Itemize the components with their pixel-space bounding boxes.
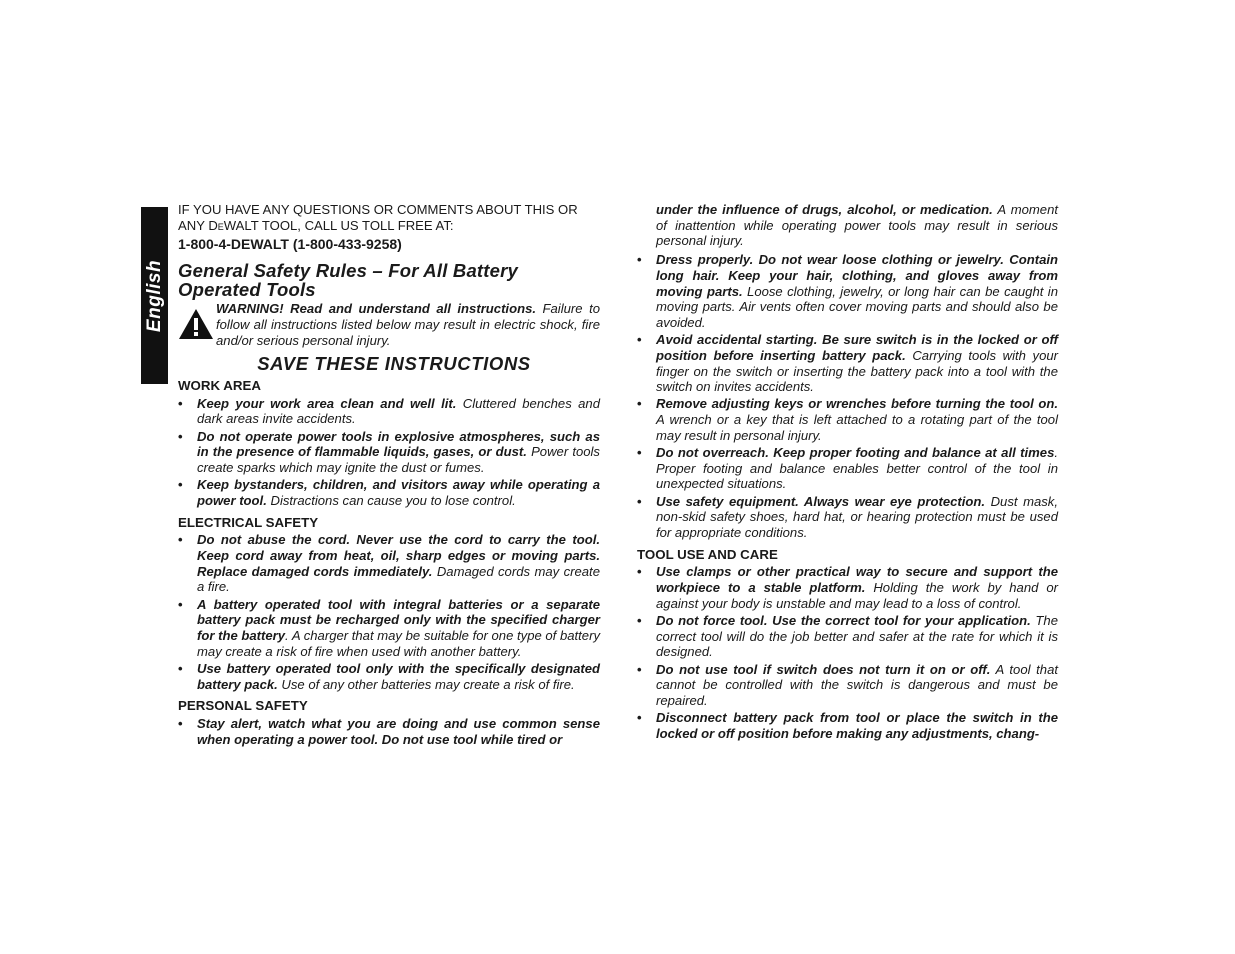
list-item — [637, 564, 1058, 611]
contact-line-2-small: E — [217, 221, 224, 232]
item-bold: Keep your work area clean and well lit. — [197, 395, 457, 411]
section-heading-personal-safety: PERSONAL SAFETY — [178, 698, 308, 714]
item-text: Holding the work by hand or against your body is unstable and may lead to a loss of control. — [656, 580, 1058, 611]
list-item — [637, 445, 1058, 492]
bullet: • — [637, 661, 642, 677]
bullet: • — [637, 493, 642, 509]
item-bold: Do not overreach. Keep proper footing and balance at all times — [656, 445, 1055, 461]
list-item — [178, 429, 600, 476]
bullet: • — [178, 596, 183, 612]
item-bold: Do not use tool if switch does not turn it on or off. — [656, 661, 991, 677]
item-text: Cluttered benches and dark areas invite accidents. — [197, 395, 600, 427]
item-bold: Stay alert, watch what you are doing and use common sense when operating a power tool. Do not use tool while tired or — [197, 715, 600, 747]
bullet: • — [637, 445, 642, 461]
contact-line-2-prefix: ANY D — [178, 217, 218, 233]
list-item — [178, 716, 600, 747]
item-text: Carrying tools with your finger on the switch or inserting the battery pack into a tool with the switch on invites accidents. — [656, 347, 1058, 395]
list-item — [637, 662, 1058, 709]
contact-line-2 — [178, 218, 600, 236]
item-text: A wrench or a key that is left attached to a rotating part of the tool may result in personal injury. — [656, 412, 1058, 443]
item-bold: Do not abuse the cord. Never use the cord to carry the tool. Keep cord away from heat, oil, sharp edges or moving parts. Replace damaged cords immediately. — [197, 532, 600, 579]
item-bold: A battery operated tool with integral batteries or a separate battery pack must be recharged only with the specified charger for the battery — [197, 596, 600, 643]
bullet: • — [178, 395, 183, 411]
section-heading-work-area: WORK AREA — [178, 377, 261, 393]
contact-line-2-suffix: WALT TOOL, CALL US TOLL FREE AT: — [223, 217, 454, 233]
list-item-continuation — [637, 202, 1058, 249]
section-heading-electrical-safety: ELECTRICAL SAFETY — [178, 514, 319, 530]
list-item — [178, 597, 600, 660]
list-item — [178, 532, 600, 595]
item-text: Use of any other batteries may create a risk of fire. — [277, 676, 575, 692]
save-instructions-heading: SAVE THESE INSTRUCTIONS — [257, 353, 531, 375]
bullet: • — [637, 613, 642, 629]
item-bold: Avoid accidental starting. Be sure switch is in the locked or off position before inserting battery pack. — [656, 332, 1058, 363]
item-bold: Use safety equipment. Always wear eye protection. — [656, 493, 986, 509]
list-item — [637, 613, 1058, 660]
item-text: Distractions can cause you to lose control. — [266, 492, 516, 508]
item-bold: Do not operate power tools in explosive atmospheres, such as in the presence of flammable liquids, gases, or dust. — [197, 428, 600, 460]
item-text: Dust mask, non-skid safety shoes, hard hat, or hearing protection must be used for appropriate conditions. — [656, 493, 1058, 541]
bullet: • — [637, 564, 642, 580]
warning-icon — [178, 301, 216, 348]
bullet: • — [178, 660, 183, 676]
warning-detail: Failure to follow all instructions listed below may result in electric shock, fire and/or serious personal injury. — [216, 301, 600, 348]
bullet: • — [178, 477, 183, 493]
warning-text — [216, 301, 600, 348]
item-text: A tool that cannot be controlled with the switch is dangerous and must be repaired. — [656, 661, 1058, 709]
item-text: Loose clothing, jewelry, or long hair can be caught in moving parts. Air vents often cover moving parts and should also be avoided. — [656, 283, 1058, 330]
item-bold: Use clamps or other practical way to secure and support the workpiece to a stable platform. — [656, 564, 1058, 596]
warning-block — [178, 301, 600, 348]
section-heading-tool-use: TOOL USE AND CARE — [637, 546, 778, 562]
language-tab — [141, 207, 168, 384]
item-bold: Disconnect battery pack from tool or place the switch in the locked or off position before making any adjustments, chang- — [656, 710, 1058, 741]
bullet: • — [637, 710, 642, 726]
item-text: The correct tool will do the job better and safer at the rate for which it is designed. — [656, 613, 1058, 660]
list-item — [637, 252, 1058, 331]
bullet: • — [637, 252, 642, 268]
right-column — [637, 202, 1058, 743]
language-tab-label: English — [143, 259, 165, 332]
phone-number: 1-800-4-DEWALT (1-800-433-9258) — [178, 236, 402, 253]
bullet: • — [637, 396, 642, 412]
item-bold: Remove adjusting keys or wrenches before turning the tool on. — [656, 396, 1058, 412]
list-item — [178, 661, 600, 692]
item-text: A moment of inattention while operating power tools may result in serious personal injury. — [656, 202, 1058, 249]
bullet: • — [178, 532, 183, 548]
item-bold: Dress properly. Do not wear loose clothing or jewelry. Contain long hair. Keep your hair, clothing, and gloves away from moving parts. — [656, 252, 1058, 299]
left-column — [178, 202, 600, 749]
item-bold: under the influence of drugs, alcohol, or medication. — [656, 202, 993, 217]
item-text: Power tools create sparks which may ignite the dust or fumes. — [197, 444, 600, 475]
list-item — [637, 494, 1058, 541]
list-item — [178, 477, 600, 508]
item-text: Damaged cords may create a fire. — [197, 563, 600, 595]
bullet: • — [178, 428, 183, 444]
list-item — [178, 396, 600, 427]
bullet: • — [178, 715, 183, 731]
item-text: . Proper footing and balance enables better control of the tool in unexpected situations. — [656, 445, 1058, 492]
bullet: • — [637, 332, 642, 348]
item-bold: Use battery operated tool only with the specifically designated battery pack. — [197, 660, 600, 692]
list-item — [637, 332, 1058, 395]
list-item — [637, 396, 1058, 443]
contact-line-1: IF YOU HAVE ANY QUESTIONS OR COMMENTS ABOUT THIS OR — [178, 202, 578, 217]
list-item — [637, 710, 1058, 741]
page-title: General Safety Rules – For All Battery Operated Tools — [178, 260, 519, 301]
item-text: . A charger that may be suitable for one type of battery may create a risk of fire when used with another battery. — [197, 627, 600, 659]
item-bold: Do not force tool. Use the correct tool for your application. — [656, 613, 1031, 629]
warning-bold: WARNING! Read and understand all instructions. — [216, 301, 536, 317]
item-bold: Keep bystanders, children, and visitors away while operating a power tool. — [197, 477, 600, 508]
